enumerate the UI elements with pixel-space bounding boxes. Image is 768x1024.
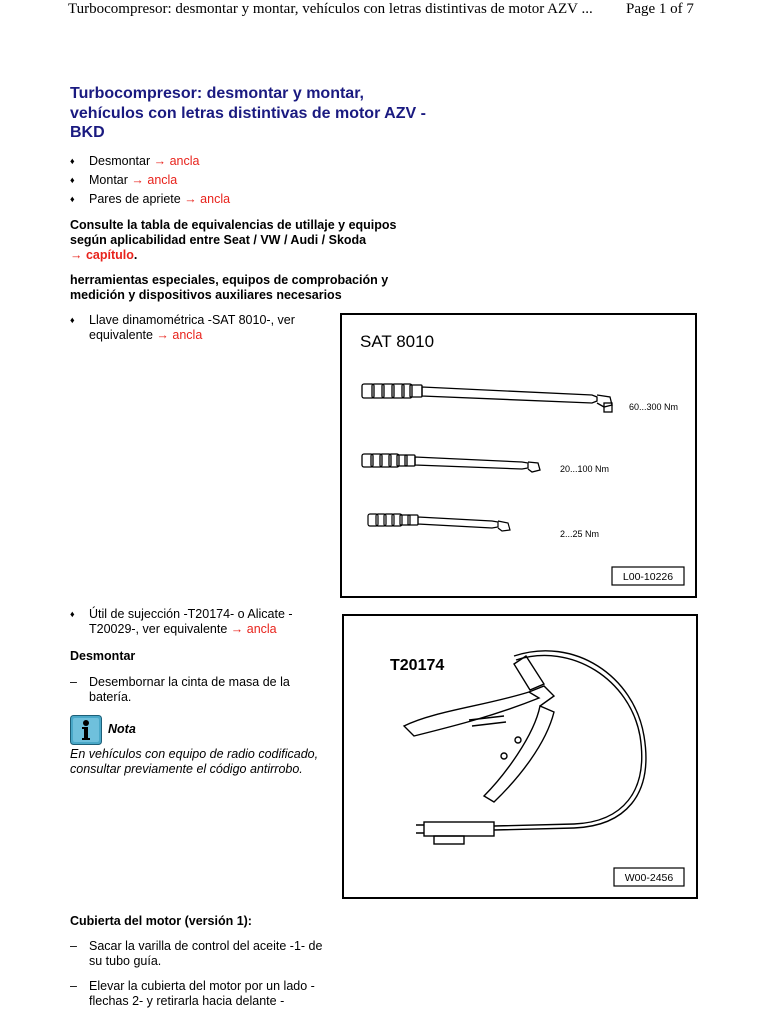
clamp-tool-icon — [404, 651, 646, 844]
figure-code: W00-2456 — [624, 872, 674, 884]
step1-line-1: Desembornar la cinta de masa de la — [89, 675, 290, 689]
anchor-link[interactable]: → ancla — [184, 192, 231, 206]
info-icon — [70, 715, 102, 745]
header-title: Turbocompresor: desmontar y montar, vehículos con letras distintivas de motor AZV ... — [68, 1, 593, 17]
clamp-tool-figure — [342, 614, 698, 899]
torque-wrench-drawing — [342, 315, 695, 596]
diamond-bullet-icon: ♦ — [70, 175, 75, 185]
bullet-label: Montar — [89, 173, 132, 187]
step2-line-2: su tubo guía. — [89, 954, 162, 968]
tool2-line-1: Útil de sujección -T20174- o Alicate - — [89, 607, 293, 621]
anchor-link[interactable]: → ancla — [131, 173, 178, 187]
torque-wrench-small-icon — [368, 514, 510, 531]
step1-line-2: batería. — [89, 690, 132, 704]
tools-heading — [70, 273, 430, 303]
torque-wrench-medium-icon — [362, 454, 540, 472]
consult-end: . — [133, 248, 138, 262]
page-header — [0, 0, 768, 26]
header-page-number: Page 1 of 7 — [626, 1, 694, 17]
consult-paragraph — [70, 218, 430, 263]
torque-wrench-large-icon — [362, 384, 612, 412]
diamond-bullet-icon: ♦ — [70, 156, 75, 166]
note-label: Nota — [108, 722, 136, 736]
section-heading-cover: Cubierta del motor (versión 1): — [70, 914, 252, 928]
range-label-large: 60...300 Nm — [629, 402, 679, 412]
figure-title: SAT 8010 — [360, 332, 435, 351]
consult-line-1: Consulte la tabla de equivalencias de utillaje y equipos — [70, 218, 397, 232]
bullet-label: Pares de apriete — [89, 192, 185, 206]
diamond-bullet-icon: ♦ — [70, 609, 75, 619]
bullet-label: Desmontar — [89, 154, 154, 168]
step3-line-1: Elevar la cubierta del motor por un lado - — [89, 979, 315, 993]
title-line-3: BKD — [70, 124, 105, 141]
anchor-link[interactable]: → ancla — [153, 154, 200, 168]
note-line-2: consultar previamente el código antirrobo. — [70, 762, 303, 776]
anchor-link[interactable]: → ancla — [230, 622, 277, 636]
dash-bullet: – — [70, 675, 77, 689]
tool1-line-1: Llave dinamométrica -SAT 8010-, ver — [89, 313, 295, 327]
tool2-line-2: T20029-, ver equivalente — [89, 622, 231, 636]
dash-bullet: – — [70, 939, 77, 953]
diamond-bullet-icon: ♦ — [70, 194, 75, 204]
note-text — [70, 747, 340, 777]
figure-title: T20174 — [390, 657, 445, 674]
torque-wrench-figure — [340, 313, 697, 598]
note-line-1: En vehículos con equipo de radio codificado, — [70, 747, 319, 761]
tool1-line-2: equivalente — [89, 328, 157, 342]
diamond-bullet-icon: ♦ — [70, 315, 75, 325]
figure-code: L00-10226 — [622, 571, 674, 583]
document-title — [70, 84, 470, 143]
range-label-medium: 20...100 Nm — [560, 464, 610, 474]
chapter-link[interactable]: → capítulo — [70, 248, 134, 262]
tools-line-2: medición y dispositivos auxiliares necesarios — [70, 288, 342, 302]
step2-line-1: Sacar la varilla de control del aceite -1- de — [89, 939, 323, 953]
tools-line-1: herramientas especiales, equipos de comprobación y — [70, 273, 389, 287]
anchor-link[interactable]: → ancla — [156, 328, 203, 342]
dash-bullet: – — [70, 979, 77, 993]
consult-line-2: según aplicabilidad entre Seat / VW / Audi / Skoda — [70, 233, 367, 247]
section-heading-desmontar: Desmontar — [70, 649, 136, 663]
clamp-tool-drawing — [344, 616, 696, 897]
title-line-1: Turbocompresor: desmontar y montar, — [70, 85, 364, 102]
range-label-small: 2...25 Nm — [560, 529, 600, 539]
step3-line-2: flechas 2- y retirarla hacia delante - — [89, 994, 285, 1008]
title-line-2: vehículos con letras distintivas de motor AZV - — [70, 104, 426, 122]
